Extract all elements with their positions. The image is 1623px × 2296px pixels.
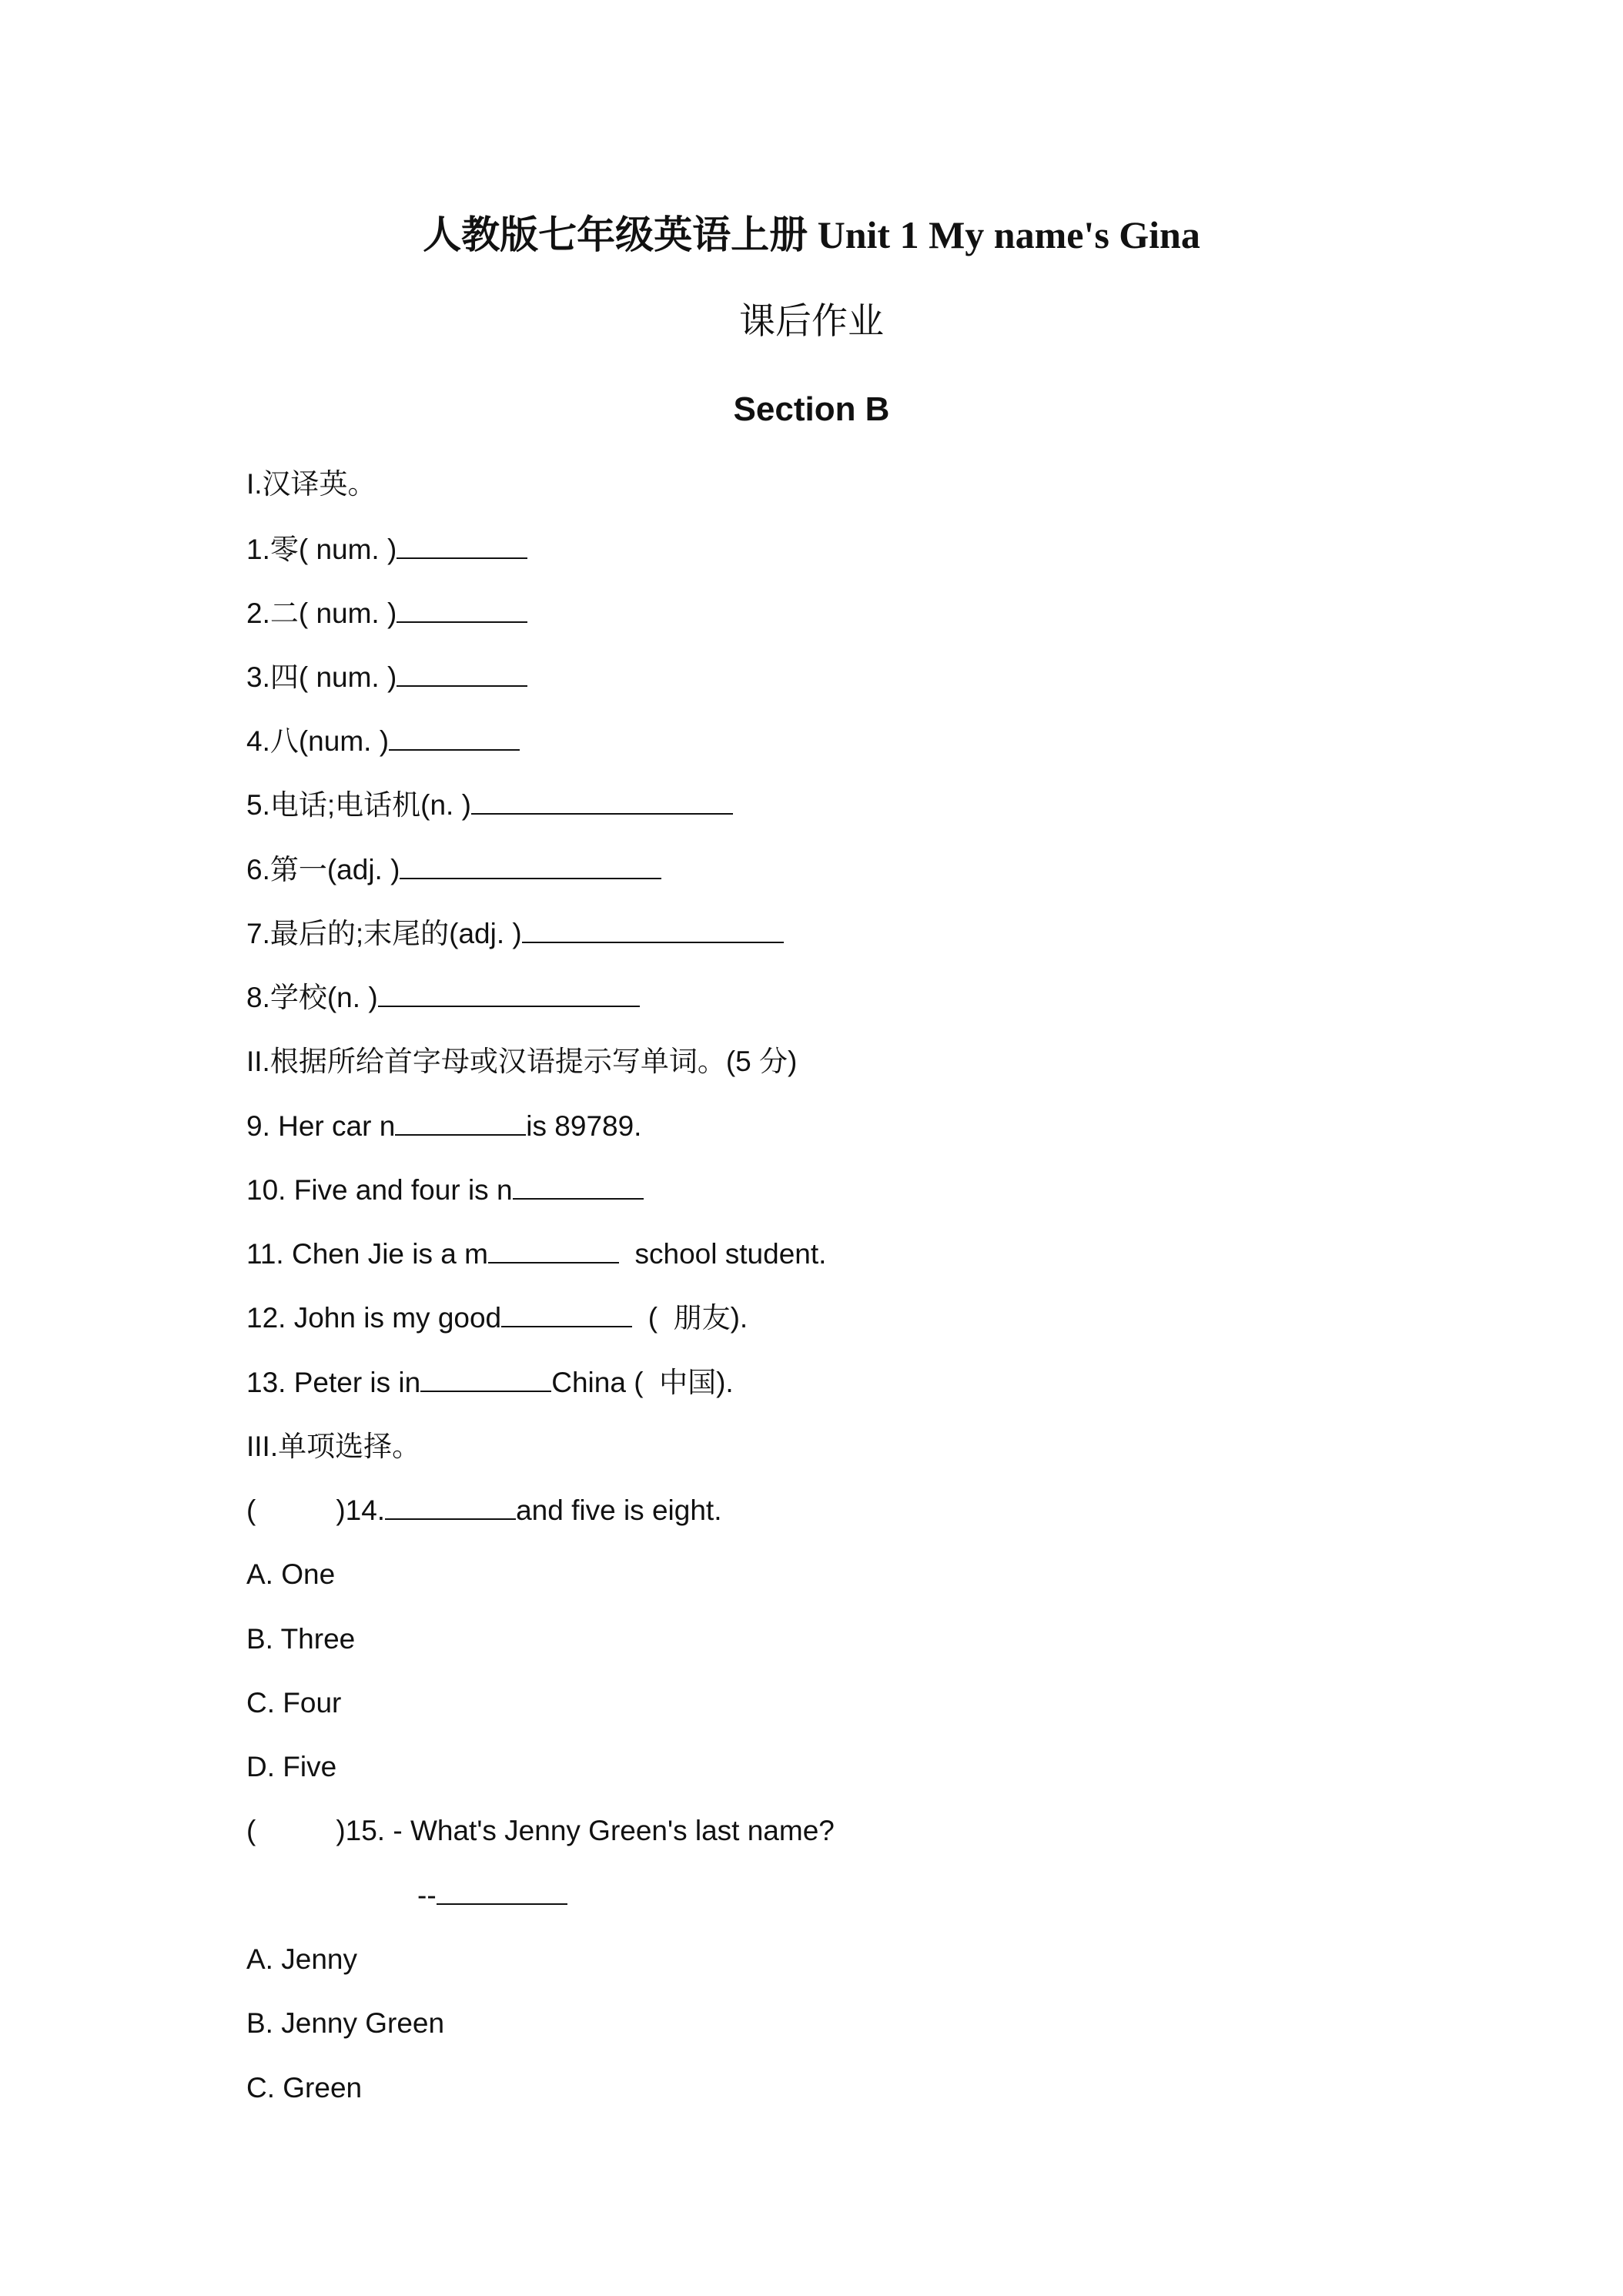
question-1 <box>246 530 527 570</box>
part3-heading: III.单项选择。 <box>246 1431 421 1462</box>
question-3 <box>246 658 527 698</box>
q14-option-b: B. Three <box>246 1623 356 1655</box>
q14-option-d: D. Five <box>246 1751 337 1782</box>
question-text: 6.第一(adj. ) <box>246 854 400 885</box>
answer-blank[interactable] <box>395 1108 526 1136</box>
q14-option-c: C. Four <box>246 1687 342 1719</box>
question-5 <box>246 785 733 825</box>
part2-heading: II.根据所给首字母或汉语提示写单词。(5 分) <box>246 1046 798 1077</box>
question-14 <box>246 1491 721 1531</box>
question-15 <box>246 1811 835 1851</box>
answer-blank[interactable] <box>488 1236 619 1263</box>
question-text: 8.学校(n. ) <box>246 982 378 1013</box>
question-text: 12. John is my good <box>246 1302 502 1334</box>
answer-blank[interactable] <box>378 979 640 1007</box>
question-7 <box>246 914 784 954</box>
q15-option-c: C. Green <box>246 2072 363 2104</box>
question-10 <box>246 1170 644 1210</box>
question-12 <box>246 1298 748 1338</box>
answer-blank[interactable] <box>400 852 661 879</box>
worksheet-title: 人教版七年级英语上册 Unit 1 My name's Gina <box>423 213 1200 256</box>
question-text: 11. Chen Jie is a m <box>246 1238 488 1270</box>
q15-answer-line <box>417 1876 567 1916</box>
question-text: 4.八(num. ) <box>246 725 390 757</box>
q15-option-b: B. Jenny Green <box>246 2007 445 2039</box>
question-number: )14. <box>336 1494 386 1526</box>
answer-blank[interactable] <box>522 915 784 943</box>
question-text-after: school student. <box>618 1238 827 1270</box>
question-6 <box>246 850 661 890</box>
answer-paren-open: ( <box>246 1494 256 1526</box>
question-text: 3.四( num. ) <box>246 661 397 693</box>
question-text: 7.最后的;末尾的(adj. ) <box>246 918 522 949</box>
question-4 <box>246 721 520 761</box>
question-text: 1.零( num. ) <box>246 534 397 565</box>
question-8 <box>246 978 640 1018</box>
q14-option-a: A. One <box>246 1558 336 1590</box>
answer-blank[interactable] <box>513 1172 644 1200</box>
question-text: 2.二( num. ) <box>246 597 397 629</box>
answer-blank[interactable] <box>397 659 527 687</box>
answer-blank[interactable] <box>397 531 527 559</box>
question-11 <box>246 1234 826 1274</box>
question-text: 13. Peter is in <box>246 1367 421 1398</box>
answer-blank[interactable] <box>397 595 527 623</box>
question-text-after: ( 朋友). <box>632 1302 748 1334</box>
question-text: 5.电话;电话机(n. ) <box>246 789 471 821</box>
question-2 <box>246 594 527 634</box>
question-9 <box>246 1106 641 1146</box>
answer-prefix: -- <box>417 1879 437 1911</box>
section-title: Section B <box>733 390 890 428</box>
question-text: 10. Five and four is n <box>246 1174 513 1206</box>
question-13 <box>246 1363 734 1403</box>
answer-blank[interactable] <box>471 787 733 815</box>
answer-blank[interactable] <box>437 1877 567 1905</box>
answer-blank[interactable] <box>385 1492 516 1520</box>
question-text-after: is 89789. <box>526 1110 642 1142</box>
answer-blank[interactable] <box>501 1300 632 1327</box>
worksheet-subtitle: 课后作业 <box>739 300 884 343</box>
q15-option-a: A. Jenny <box>246 1943 357 1975</box>
question-text-after: China ( 中国). <box>551 1367 734 1398</box>
question-text-after: and five is eight. <box>516 1494 722 1526</box>
answer-blank[interactable] <box>389 723 520 751</box>
answer-blank[interactable] <box>420 1364 551 1392</box>
question-text: 9. Her car n <box>246 1110 396 1142</box>
part1-heading: I.汉译英。 <box>246 468 376 500</box>
question-text: )15. - What's Jenny Green's last name? <box>336 1815 835 1846</box>
answer-paren-open: ( <box>246 1815 256 1846</box>
